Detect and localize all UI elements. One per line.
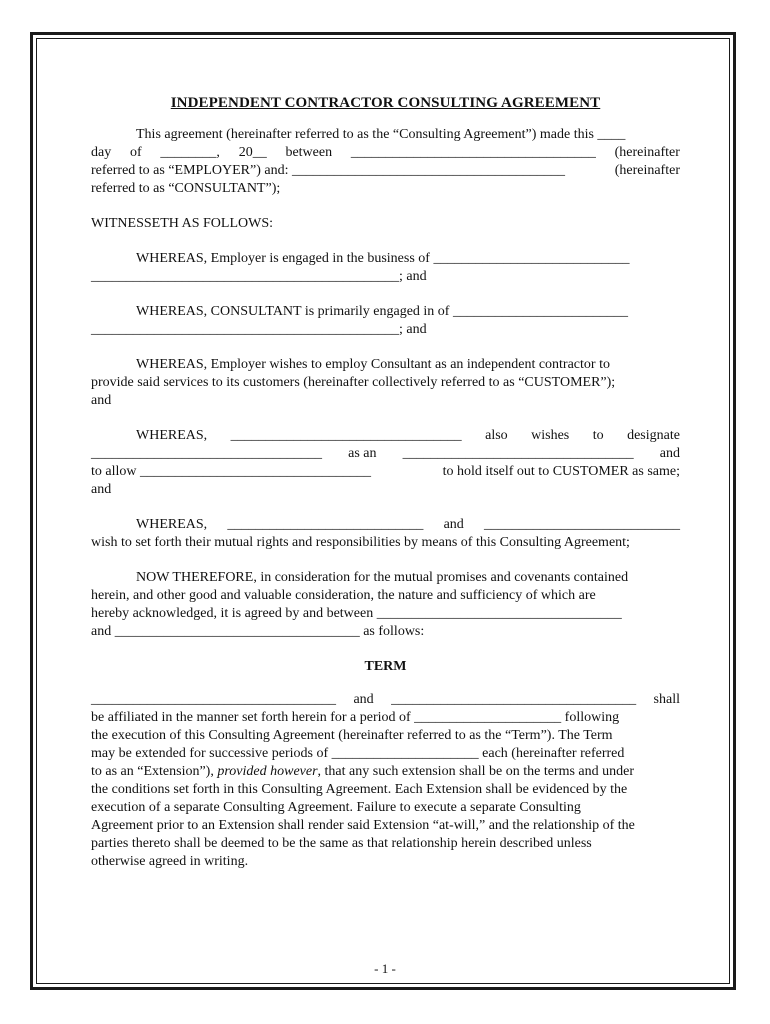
- whereas-paragraph-5: WHEREAS, ____________________________ and ____________________________ wish to set forth their mutual rights and responsibilities by means of this Consulting Agreement;: [91, 517, 680, 550]
- whereas-paragraph-4: WHEREAS, _________________________________ also wishes to designate _________________________________ as an _________________________________ and to allow _________________________________ to hold itself out to CUSTOMER as same; and: [91, 428, 680, 497]
- page-number: - 1 -: [374, 961, 396, 976]
- intro-paragraph: This agreement (hereinafter referred to as the “Consulting Agreement”) made this ____ day of ________, 20__ between ___________________________________ (hereinafter referred to as “EMPLOYER”) and: _______________________________________ (hereinafter referred to as “CONSULTANT”);: [91, 127, 680, 196]
- whereas-paragraph-3: WHEREAS, Employer wishes to employ Consultant as an independent contractor to provide said services to its customers (hereinafter collectively referred to as “CUSTOMER”); and: [91, 357, 616, 408]
- section-heading-term: TERM: [364, 659, 407, 674]
- now-therefore-paragraph: NOW THEREFORE, in consideration for the mutual promises and covenants contained herein, and other good and valuable consideration, the nature and sufficiency of which are hereby acknowledged, it is agreed by and between ___________________________________ and ___________________________________ as follows:: [91, 570, 629, 639]
- term-paragraph: ___________________________________ and ___________________________________ shall be affiliated in the manner set forth herein for a period of _____________________ following the execution of this Consulting Agreement (hereinafter referred to as the “Term”). The Term may be extended for successive periods of _____________________ each (hereinafter referred to as an “Extension”), provided however, that any such extension shall be on the terms and under the conditions set forth in this Consulting Agreement. Each Extension shall be evidenced by the execution of a separate Consulting Agreement. Failure to execute a separate Consulting Agreement prior to an Extension shall render said Extension “at-will,” and the relationship of the parties thereto shall be deemed to be the same as that relationship herein described unless otherwise agreed in writing.: [91, 692, 680, 869]
- document-title: INDEPENDENT CONTRACTOR CONSULTING AGREEMENT: [170, 95, 601, 111]
- whereas-paragraph-2: WHEREAS, CONSULTANT is primarily engaged in of _________________________ ____________________________________________; and: [91, 304, 628, 337]
- witnesseth-line: WITNESSETH AS FOLLOWS:: [91, 216, 273, 231]
- whereas-paragraph-1: WHEREAS, Employer is engaged in the business of ____________________________ ____________________________________________; and: [91, 251, 630, 284]
- document-body: [91, 94, 680, 871]
